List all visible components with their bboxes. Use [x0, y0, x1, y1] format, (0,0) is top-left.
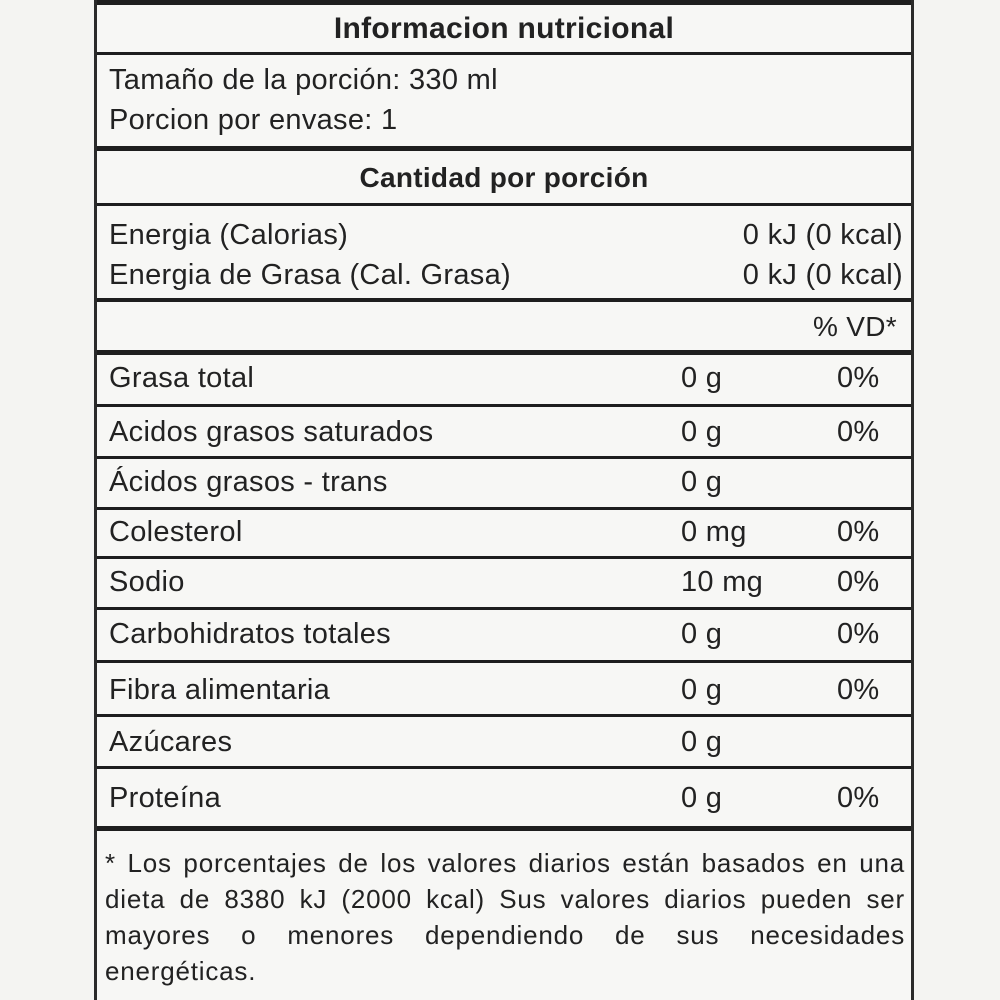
nutrient-amount: 0 g [681, 782, 723, 814]
thick-divider [97, 350, 911, 355]
nutrient-name: Proteína [109, 782, 222, 814]
thick-divider [97, 826, 911, 831]
row-divider [97, 607, 911, 610]
nutrient-amount: 0 g [681, 416, 723, 448]
row-divider [97, 660, 911, 663]
nutrient-daily-value: 0% [837, 782, 880, 814]
top-rule [97, 0, 911, 5]
nutrient-amount: 10 mg [681, 566, 764, 598]
divider [97, 203, 911, 206]
nutrient-daily-value: 0% [837, 362, 880, 394]
row-divider [97, 456, 911, 459]
serving-size: Tamaño de la porción: 330 ml [109, 64, 498, 96]
row-divider [97, 556, 911, 559]
nutrition-facts-label [94, 0, 914, 1000]
servings-per-container: Porcion por envase: 1 [109, 104, 398, 136]
divider [97, 298, 911, 302]
nutrient-amount: 0 g [681, 618, 723, 650]
row-divider [97, 404, 911, 407]
nutrient-name: Colesterol [109, 516, 243, 548]
nutrient-name: Fibra alimentaria [109, 674, 331, 706]
nutrient-amount: 0 g [681, 726, 723, 758]
nutrient-amount: 0 g [681, 466, 723, 498]
fat-energy-label: Energia de Grasa (Cal. Grasa) [109, 259, 511, 291]
nutrient-daily-value: 0% [837, 618, 880, 650]
nutrient-amount: 0 g [681, 674, 723, 706]
nutrient-name: Sodio [109, 566, 185, 598]
nutrient-name: Azúcares [109, 726, 233, 758]
daily-value-header: % VD* [813, 311, 897, 342]
nutrient-amount: 0 g [681, 362, 723, 394]
footnote: * Los porcentajes de los valores diarios están basados en una dieta de 8380 kJ (2000 kcal) Sus valores diarios pueden ser mayores o menores dependiendo de sus necesidades energéticas. [105, 848, 905, 986]
thick-divider [97, 146, 911, 151]
row-divider [97, 766, 911, 769]
label-title: Informacion nutricional [333, 12, 675, 45]
nutrient-name: Carbohidratos totales [109, 618, 391, 650]
nutrient-daily-value: 0% [837, 674, 880, 706]
amount-per-serving-title: Cantidad por porción [359, 162, 649, 193]
nutrient-amount: 0 mg [681, 516, 747, 548]
row-divider [97, 714, 911, 717]
nutrient-name: Acidos grasos saturados [109, 416, 434, 448]
row-divider [97, 507, 911, 510]
nutrient-daily-value: 0% [837, 566, 880, 598]
nutrient-daily-value: 0% [837, 416, 880, 448]
nutrient-name: Grasa total [109, 362, 255, 394]
divider [97, 52, 911, 55]
energy-label: Energia (Calorias) [109, 219, 349, 251]
energy-value: 0 kJ (0 kcal) [742, 219, 903, 251]
fat-energy-value: 0 kJ (0 kcal) [742, 259, 903, 291]
nutrient-daily-value: 0% [837, 516, 880, 548]
nutrient-name: Ácidos grasos - trans [109, 466, 388, 498]
